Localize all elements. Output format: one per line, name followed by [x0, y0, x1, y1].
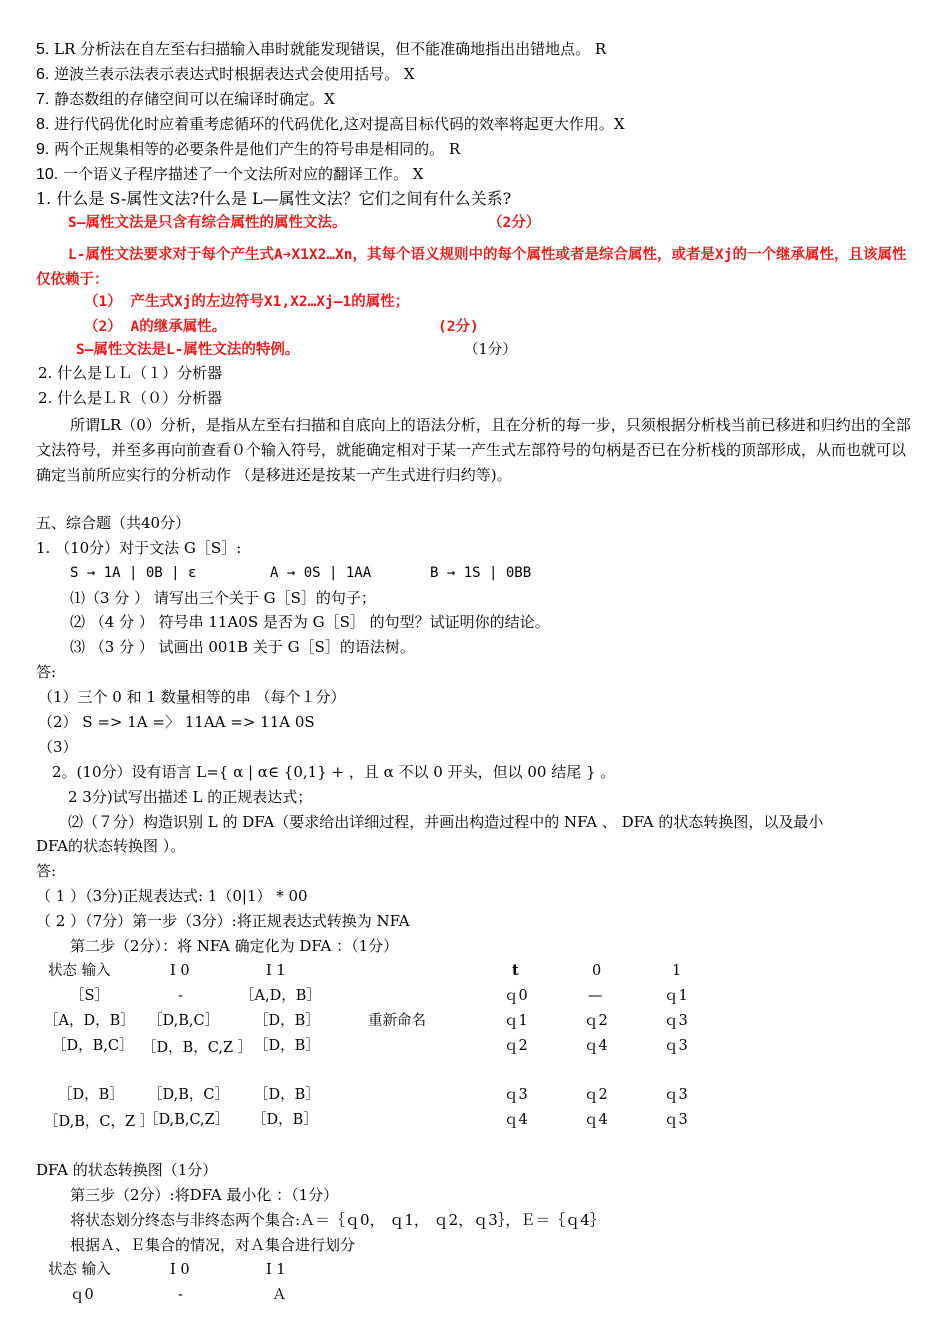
table-cell: ｑ3	[664, 1112, 688, 1128]
table2-head-state: 状态 输入	[48, 1262, 111, 1278]
table-cell: ［A,D，B］	[240, 988, 321, 1004]
dfa-figure-caption: DFA 的状态转换图（1分）	[36, 1161, 218, 1179]
step3: 第三步（2分）:将DFA 最小化 ：（1分）	[70, 1186, 339, 1204]
table-head-0: 0	[592, 963, 602, 979]
p2-sub1: 2 3分)试写出描述 L 的正规表达式；	[68, 788, 313, 806]
table-cell: ｑ3	[664, 1087, 688, 1103]
table-head-i1: I 1	[266, 963, 286, 979]
table-cell: ［D，B］	[254, 1087, 320, 1103]
q1-condition-2: （2） A的继承属性。 (2分)	[84, 319, 479, 335]
p1-answer-3: （3）	[38, 738, 78, 756]
table-cell: ｑ2	[584, 1087, 608, 1103]
table-cell: ［D,B,C,Z］	[144, 1112, 230, 1128]
table2-cell: ｑ0	[70, 1287, 94, 1303]
table-cell: ｑ3	[664, 1038, 688, 1054]
tf-item-9: 9. 两个正规集相等的必要条件是他们产生的符号串是相同的。 R	[36, 140, 461, 158]
table-head-state: 状态 输入	[48, 963, 111, 979]
table-cell: ［D，B］	[58, 1087, 124, 1103]
table2-cell: Ａ	[272, 1287, 287, 1303]
table-cell: ｑ4	[584, 1112, 608, 1128]
table-cell: ［D，B,C］	[52, 1038, 134, 1054]
table-cell: ［D，B，C,Z ］	[142, 1040, 253, 1056]
q2-ll1: 2. 什么是ＬＬ（１）分析器	[38, 364, 223, 382]
table-cell: ｑ1	[504, 1013, 528, 1029]
table-cell: ［D，B］	[254, 1038, 320, 1054]
q2-lr0-answer: 所谓LR（0）分析，是指从左至右扫描和自底向上的语法分析，且在分析的每一步，只须根据分析栈当前已移进和归约出的全部文法符号，并至多再向前查看０个输入符号，就能确定相对于某一产生式左部符号的句柄是否已在分析栈的顶部形成，从而也就可以确定当前所应实行的分析动作 （是移进还是按某一产生式进行归约等)。	[36, 416, 911, 484]
table-cell: ｑ2	[584, 1013, 608, 1029]
table-cell: ［D,B,C］	[148, 1013, 220, 1029]
p2-answer-2: （ 2 ）（7分）第一步（3分）:将正规表达式转换为 NFA	[36, 912, 410, 930]
tf-item-6: 6. 逆波兰表示法表示表达式时根据表达式会使用括号。 X	[36, 65, 415, 83]
table2-cell: -	[178, 1287, 183, 1303]
tf-item-8: 8. 进行代码优化时应着重考虑循环的代码优化,这对提高目标代码的效率将起更大作用。X	[36, 115, 625, 133]
p2-step2: 第二步（2分）：将 NFA 确定化为 DFA ：（1分）	[70, 937, 399, 955]
p2-answer-1: （ 1 ）（3分)正规表达式: 1（0|1） * 00	[36, 887, 308, 905]
table-cell: ｑ3	[664, 1013, 688, 1029]
table-cell: ［D,B，C，Z ］	[44, 1114, 155, 1130]
p2-sub2b: DFA的状态转换图 ）。	[36, 837, 186, 855]
table-head-t: t	[512, 962, 519, 979]
table-cell: -	[178, 988, 183, 1004]
table-cell: ｑ4	[504, 1112, 528, 1128]
table-head-1: 1	[672, 963, 682, 979]
p1-answer-1: （1）三个 0 和 1 数量相等的串 （每个１分）	[38, 688, 346, 706]
q1-relation: S—属性文法是L-属性文法的特例。 （1分）	[76, 342, 517, 358]
p1-sub1: ⑴（3 分 ） 请写出三个关于 G［S］的句子；	[70, 589, 376, 607]
p1-sub2: ⑵ （4 分 ） 符号串 11A0S 是否为 G［S］ 的句型？试证明你的结论。	[70, 613, 550, 631]
q1-answer-s-attr: S—属性文法是只含有综合属性的属性文法。 （2分）	[68, 215, 541, 231]
p1-grammar-s: S → 1A | 0B | ε	[70, 565, 197, 581]
table-cell: ［S］	[70, 988, 109, 1004]
table2-head-i0: I 0	[170, 1262, 190, 1278]
table-cell: ｑ0	[504, 988, 528, 1004]
table-cell: ｑ2	[504, 1038, 528, 1054]
rename-label: 重新命名	[368, 1013, 426, 1029]
partition-sets: 将状态划分终态与非终态两个集合:Ａ＝｛ｑ0， ｑ1， ｑ2，ｑ3｝，Ｅ＝｛ｑ4｝	[70, 1211, 605, 1229]
table2-head-i1: I 1	[266, 1262, 286, 1278]
table-cell: ｑ1	[664, 988, 688, 1004]
table-cell: ［A，D，B］	[44, 1013, 135, 1029]
p1-sub3: ⑶ （3 分 ） 试画出 001B 关于 G［S］的语法树。	[70, 638, 415, 656]
q1-question: 1. 什么是 S-属性文法?什么是 L—属性文法？它们之间有什么关系?	[36, 189, 512, 208]
table-cell: ［D，B］	[254, 1013, 320, 1029]
table-cell: ｑ4	[584, 1038, 608, 1054]
table-cell: ［D,B，C］	[148, 1087, 229, 1103]
table-head-i0: I 0	[170, 963, 190, 979]
p1-title: 1. （10分）对于文法 G［S］:	[36, 539, 242, 557]
p2-answer-label: 答:	[36, 862, 57, 880]
tf-item-10: 10. 一个语义子程序描述了一个文法所对应的翻译工作。 X	[36, 165, 424, 183]
q2-lr0: 2. 什么是ＬＲ（０）分析器	[38, 389, 223, 407]
table-cell: ［D，B］	[252, 1112, 318, 1128]
table-cell: ｑ3	[504, 1087, 528, 1103]
p2-title: 2。(10分）设有语言 L={ α | α∈ {0,1} + ，且 α 不以 0 开头，但以 00 结尾 } 。	[52, 763, 616, 781]
tf-item-7: 7. 静态数组的存储空间可以在编译时确定。X	[36, 90, 335, 108]
section-5-title: 五、综合题（共40分）	[36, 514, 191, 532]
p1-answer-2: （2） S => 1A =〉 11AA => 11A 0S	[38, 713, 315, 731]
p2-sub2a: ⑵（７分）构造识别 L 的 DFA（要求给出详细过程，并画出构造过程中的 NFA 、 DFA 的状态转换图，以及最小	[68, 813, 824, 831]
table-cell: —	[588, 988, 603, 1004]
partition-note: 根据Ａ、Ｅ集合的情况，对Ａ集合进行划分	[70, 1236, 356, 1254]
q1-answer-l-attr: L-属性文法要求对于每个产生式A➔X1X2…Xn，其每个语义规则中的每个属性或者是综合属性，或者是Xj的一个继承属性，且该属性仅依赖于：	[36, 247, 907, 288]
q1-condition-1: （1） 产生式Xj的左边符号X1,X2…Xj—1的属性；	[84, 294, 410, 310]
p1-grammar-b: B → 1S | 0BB	[430, 565, 532, 581]
p1-grammar-a: A → 0S | 1AA	[270, 565, 372, 581]
tf-item-5: 5. LR 分析法在自左至右扫描输入串时就能发现错误，但不能准确地指出出错地点。 R	[36, 40, 607, 58]
p1-answer-label: 答:	[36, 663, 57, 681]
